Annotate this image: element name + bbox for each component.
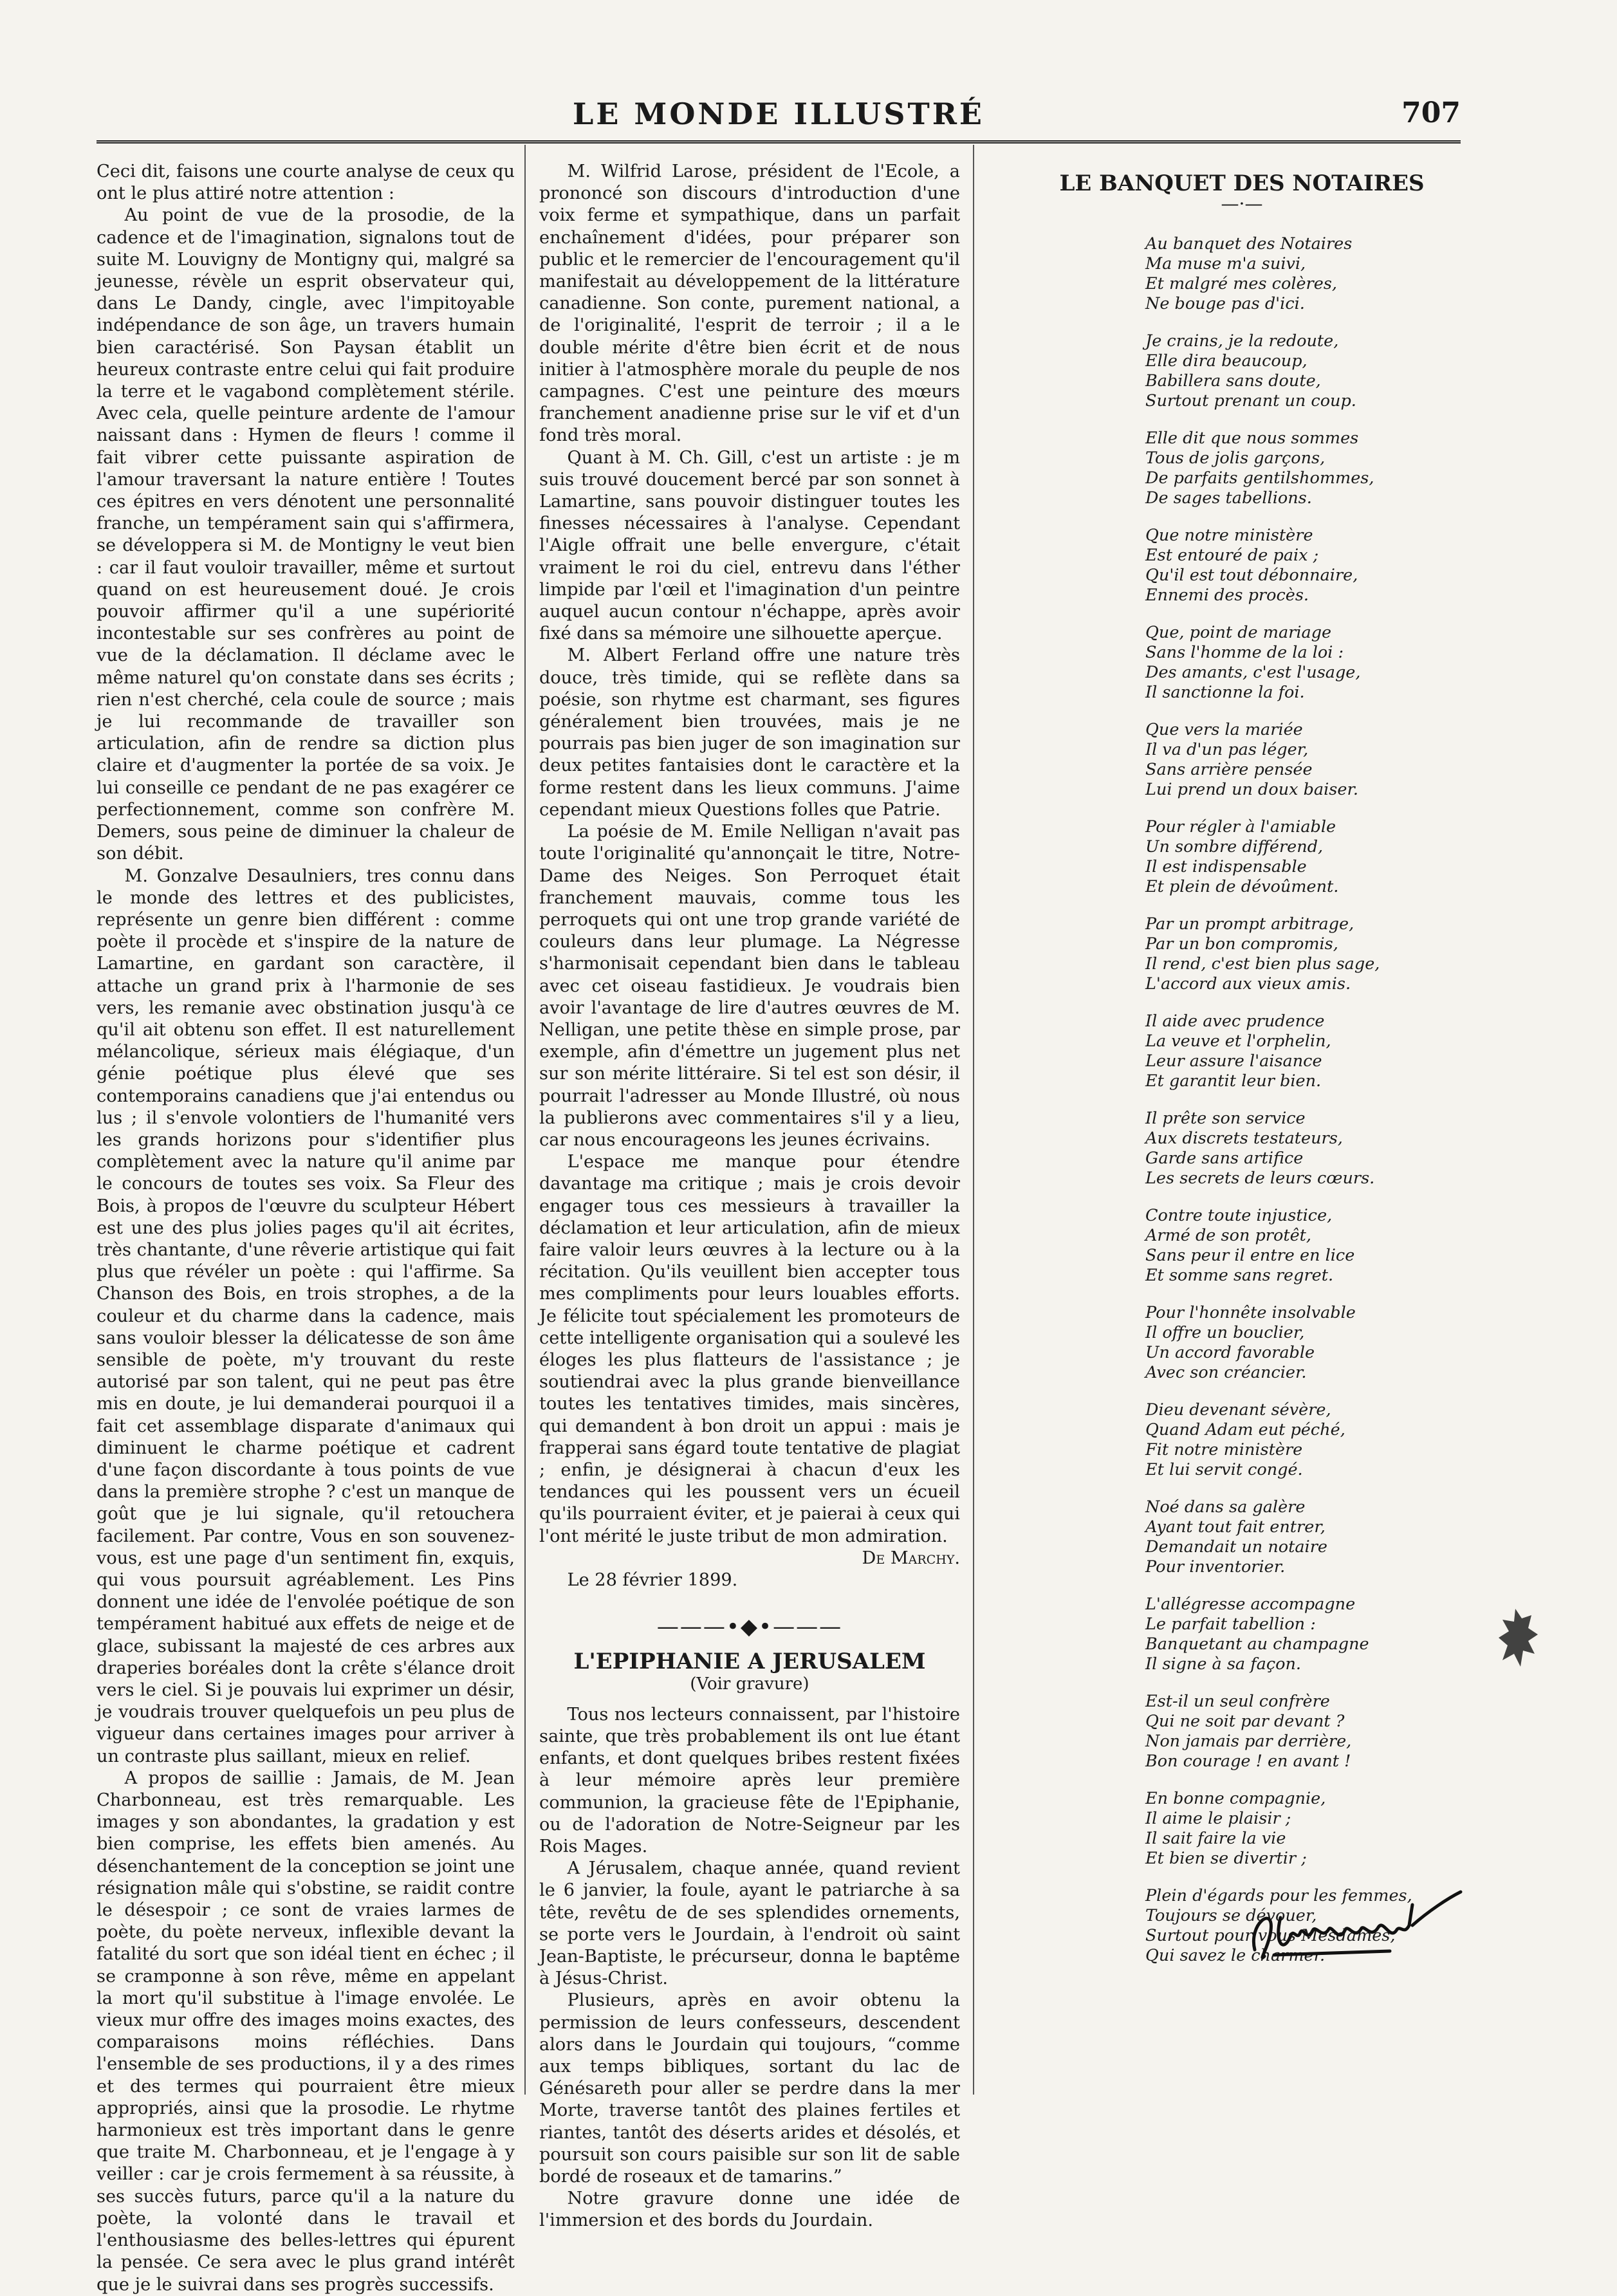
- poem-line: Je crains, je la redoute,: [1145, 331, 1339, 351]
- poem-line: En bonne compagnie,: [1145, 1789, 1326, 1809]
- poem-stanza: [1145, 234, 1467, 314]
- poem-line: La veuve et l'orphelin,: [1145, 1032, 1331, 1051]
- poem-separator: —·—: [1221, 193, 1263, 215]
- poem-line: Il sait faire la vie: [1145, 1829, 1286, 1849]
- poem: [1145, 234, 1467, 1966]
- poem-line: L'allégresse accompagne: [1145, 1595, 1356, 1615]
- poem-line: De parfaits gentilshommes,: [1145, 468, 1374, 488]
- poem-stanza: [1145, 1497, 1467, 1577]
- poem-line: Fit notre ministère: [1145, 1440, 1303, 1460]
- poem-line: Est-il un seul confrère: [1145, 1692, 1330, 1712]
- poem-line: Tous de jolis garçons,: [1145, 449, 1326, 468]
- running-title: LE MONDE ILLUSTRÉ: [573, 97, 984, 131]
- poem-line: Le parfait tabellion :: [1145, 1615, 1316, 1634]
- poem-stanza: [1145, 1789, 1467, 1869]
- poem-line: Et lui servit congé.: [1145, 1460, 1303, 1480]
- poem-line: Que vers la mariée: [1145, 720, 1303, 740]
- poem-line: Surtout pour vous Mesdames,: [1145, 1926, 1396, 1946]
- poem-line: Il aide avec prudence: [1145, 1012, 1325, 1032]
- poem-line: Pour régler à l'amiable: [1145, 817, 1336, 837]
- paragraph: A propos de saillie : Jamais, de M. Jean Charbonneau, est très remarquable. Les images y son abondantes, la gradation y est bien comprise, les effets bien amenés. Au désenchantement de la conception se joint une résignation mâle qui s'obstine, se raidit contre le désespoir ; ce sont de vraies larmes de poète, du poète nerveux, inflexible devant la fatalité du sort que son idéal tient en échec ; il se cramponne à son rêve, même en appelant la mort qu'il substitue à l'image envolée. Le vieux mur offre des images moins exactes, des comparaisons moins réfléchies. Dans l'ensemble de ses productions, il y a des rimes et des termes qui pourraient être mieux appropriés, ainsi que la prosodie. Le rhytme harmonieux est très important dans le genre que traite M. Charbonneau, et je l'engage à y veiller : car je crois fermement à sa réussite, à ses succès futurs, parce qu'il a la nature du poète, la volonté dans le travail et l'enthousiasme des belles-lettres qui épurent la pensée. Ce sera avec le plus grand intérêt que je le suivrai dans ses progrès successifs.: [97, 1768, 515, 2295]
- paragraph: Au point de vue de la prosodie, de la cadence et de l'imagination, signalons tout de suite M. Louvigny de Montigny qui, malgré sa jeunesse, révèle un esprit observateur qui, dans Le Dandy, cingle, avec l'impitoyable indépendance de son âge, un travers humain bien caractérisé. Son Paysan établit un heureux contraste entre celui qui fait produire la terre et le vagabond complètement stérile. Avec cela, quelle peinture ardente de l'amour naissant dans : Hymen de fleurs ! comme il fait vibrer cette puissante aspiration de l'amour traversant la nature entière ! Toutes ces épitres en vers dénotent une personnalité franche, un tempérament sain qui s'affirmera, se développera si M. de Montigny le veut bien : car il faut vouloir travailler, même et surtout quand on est heureusement doué. Je crois pouvoir affirmer qu'il a une supériorité incontestable sur ses confrères au point de vue de la déclamation. Il déclame avec le même naturel qu'on constate dans ses écrits ; rien n'est cherché, cela coule de source ; mais je lui recommande de travailler son articulation, afin de rendre sa diction plus claire et d'augmenter la portée de sa voix. Je lui conseille ce pendant de ne pas exagérer ce perfectionnement, comme son confrère M. Demers, sous peine de diminuer la chaleur de son débit.: [97, 205, 515, 864]
- poem-stanza: [1145, 331, 1467, 411]
- paragraph: Notre gravure donne une idée de l'immersion et des bords du Jourdain.: [539, 2189, 960, 2231]
- poem-line: Par un bon compromis,: [1145, 934, 1338, 954]
- poem-line: Et plein de dévoûment.: [1145, 877, 1339, 897]
- poem-line: Et garantit leur bien.: [1145, 1071, 1322, 1091]
- poem-line: Il sanctionne la foi.: [1145, 683, 1305, 703]
- poem-stanza: [1145, 1109, 1467, 1189]
- section-subtitle: (Voir gravure): [690, 1674, 809, 1694]
- poem-line: Pour inventorier.: [1145, 1557, 1286, 1577]
- poem-line: Plein d'égards pour les femmes,: [1145, 1886, 1412, 1906]
- column-1: [97, 161, 515, 2296]
- paragraph: Plusieurs, après en avoir obtenu la permission de leurs confesseurs, descendent alors dans le Jourdain qui toujours, “comme aux temps bibliques, sortant du lac de Génésareth pour aller se perdre dans la mer Morte, traverse tantôt des plaines fertiles et riantes, tantôt des déserts arides et désolés, et poursuit son cours paisible sur son lit de sable bordé de roseaux et de tamarins.”: [539, 1990, 960, 2187]
- poem-stanza: [1145, 1012, 1467, 1091]
- poem-line: Quand Adam eut péché,: [1145, 1420, 1345, 1440]
- poem-line: Un accord favorable: [1145, 1343, 1315, 1363]
- poem-line: L'accord aux vieux amis.: [1145, 974, 1351, 994]
- poem-line: Il rend, c'est bien plus sage,: [1145, 954, 1380, 974]
- poem-line: Sans l'homme de la loi :: [1145, 643, 1344, 663]
- poem-stanza: [1145, 429, 1467, 508]
- poem-line: Surtout prenant un coup.: [1145, 391, 1356, 411]
- poem-line: Et malgré mes colères,: [1145, 274, 1338, 294]
- poem-line: Que notre ministère: [1145, 526, 1313, 546]
- poem-line: Sans peur il entre en lice: [1145, 1246, 1355, 1266]
- poem-line: Il signe à sa façon.: [1145, 1654, 1302, 1674]
- autograph-signature: [1235, 1879, 1474, 1976]
- poem-stanza: [1145, 1692, 1467, 1772]
- poem-line: Dieu devenant sévère,: [1145, 1400, 1331, 1420]
- poem-line: Pour l'honnête insolvable: [1145, 1303, 1356, 1323]
- header-rule: [97, 140, 1461, 144]
- poem-line: Bon courage ! en avant !: [1145, 1752, 1351, 1772]
- poem-line: Par un prompt arbitrage,: [1145, 914, 1354, 934]
- poem-stanza: [1145, 526, 1467, 606]
- poem-line: Banquetant au champagne: [1145, 1634, 1369, 1654]
- section-ornament: ———•◆•———: [656, 1614, 843, 1640]
- column-rule-2: [973, 145, 974, 2095]
- poem-line: Noé dans sa galère: [1145, 1497, 1306, 1517]
- poem-stanza: [1145, 1400, 1467, 1480]
- poem-line: Des amants, c'est l'usage,: [1145, 663, 1361, 683]
- poem-line: Qu'il est tout débonnaire,: [1145, 566, 1358, 586]
- poem-line: Les secrets de leurs cœurs.: [1145, 1169, 1375, 1189]
- poem-line: Armé de son protêt,: [1145, 1226, 1312, 1246]
- poem-stanza: [1145, 1206, 1467, 1286]
- poem-stanza: [1145, 1595, 1467, 1674]
- poem-stanza: [1145, 817, 1467, 897]
- poem-line: Il aime le plaisir ;: [1145, 1809, 1291, 1829]
- paragraph: L'espace me manque pour étendre davantage ma critique ; mais je crois devoir engager tous ces messieurs à travailler la déclamation et leur articulation, afin de mieux faire valoir leurs œuvres à la lecture ou à la récitation. Qu'ils veuillent bien accepter tous mes compliments pour leurs louables efforts. Je félicite tout spécialement les promoteurs de cette intelligente organisation qui a soulevé les éloges les plus flatteurs de l'assistance ; je soutiendrai avec la plus grande bienveillance toutes les tentatives timides, mais sincères, qui demandent à bon droit un appui : mais je frapperai sans égard toute tentative de plagiat ; enfin, je désignerai à chacun d'eux les tendances qui les poussent vers un écueil qu'ils pourraient éviter, et je paierai à ceux qui l'ont mérité le juste tribut de mon admiration.: [539, 1152, 960, 1546]
- paragraph: Quant à M. Ch. Gill, c'est un artiste : je m suis trouvé doucement bercé par son sonnet à Lamartine, sans pouvoir distinguer toutes les finesses nécessaires à l'analyse. Cependant l'Aigle offrait une belle envergure, c'était vraiment le roi du ciel, entrevu dans l'éther limpide par l'œil et l'imagination d'un peintre auquel aucun contour n'échappe, après avoir fixé dans sa mémoire une silhouette aperçue.: [539, 447, 960, 644]
- poem-stanza: [1145, 623, 1467, 703]
- poem-line: Non jamais par derrière,: [1145, 1732, 1352, 1752]
- poem-line: Qui savez le charmer.: [1145, 1946, 1326, 1966]
- paragraph: Ceci dit, faisons une courte analyse de ceux qu ont le plus attiré notre attention :: [97, 162, 515, 204]
- poem-line: Babillera sans doute,: [1145, 371, 1321, 391]
- page-number: 707: [1401, 97, 1461, 129]
- column-3: [1017, 161, 1467, 1983]
- poem-line: Sans arrière pensée: [1145, 760, 1313, 780]
- poem-line: Demandait un notaire: [1145, 1537, 1327, 1557]
- poem-line: Il offre un bouclier,: [1145, 1323, 1305, 1343]
- paragraph: A Jérusalem, chaque année, quand revient le 6 janvier, la foule, ayant le patriarche à sa tête, revêtu de de ses splendides ornements, se porte vers le Jourdain, à l'endroit où saint Jean-Baptiste, le précurseur, donna le baptême à Jésus-Christ.: [539, 1858, 960, 1989]
- section-title: L'EPIPHANIE A JERUSALEM: [573, 1649, 926, 1675]
- poem-line: Ayant tout fait entrer,: [1145, 1517, 1326, 1537]
- paragraph: Tous nos lecteurs connaissent, par l'histoire sainte, que très probablement ils ont lue étant enfants, et dont quelques bribes restent fixées à leur mémoire après leur première communion, la gracieuse fête de l'Epiphanie, ou de l'adoration de Notre-Seigneur par les Rois Mages.: [539, 1704, 960, 1857]
- column-rule-1: [524, 145, 526, 2095]
- poem-title: LE BANQUET DES NOTAIRES: [1059, 171, 1425, 196]
- poem-stanza: [1145, 1303, 1467, 1383]
- paragraph: M. Albert Ferland offre une nature très douce, très timide, qui se reflète dans sa poésie, son rhytme est charmant, ses figures généralement bien trouvées, mais je ne pourrais pas bien juger de son imagination sur deux petites fantaisies dont le caractère et la forme restent dans les lieux communs. J'aime cependant mieux Questions folles que Patrie.: [539, 645, 960, 820]
- poem-line: Et somme sans regret.: [1145, 1266, 1334, 1286]
- poem-line: Il prête son service: [1145, 1109, 1306, 1129]
- poem-line: Elle dira beaucoup,: [1145, 351, 1307, 371]
- poem-line: Garde sans artifice: [1145, 1149, 1304, 1169]
- poem-stanza: [1145, 720, 1467, 800]
- poem-line: Aux discrets testateurs,: [1145, 1129, 1343, 1149]
- poem-line: Lui prend un doux baiser.: [1145, 780, 1358, 800]
- poem-line: Un sombre différend,: [1145, 837, 1324, 857]
- poem-line: Au banquet des Notaires: [1145, 234, 1353, 254]
- author-signature: De Marchy.: [862, 1548, 960, 1568]
- poem-line: Ne bouge pas d'ici.: [1145, 294, 1305, 314]
- poem-line: Et bien se divertir ;: [1145, 1849, 1307, 1869]
- column-2: [539, 161, 960, 2232]
- article-date: Le 28 février 1899.: [567, 1570, 738, 1590]
- poem-line: De sages tabellions.: [1145, 488, 1312, 508]
- ink-blot-mark: [1496, 1606, 1541, 1676]
- poem-line: Leur assure l'aisance: [1145, 1051, 1322, 1071]
- poem-line: Est entouré de paix ;: [1145, 546, 1319, 566]
- poem-line: Ennemi des procès.: [1145, 586, 1309, 606]
- poem-line: Elle dit que nous sommes: [1145, 429, 1359, 449]
- poem-stanza: [1145, 914, 1467, 994]
- poem-line: Contre toute injustice,: [1145, 1206, 1333, 1226]
- poem-line: Qui ne soit par devant ?: [1145, 1712, 1345, 1732]
- paragraph: La poésie de M. Emile Nelligan n'avait pas toute l'originalité qu'annonçait le titre, Notre-Dame des Neiges. Son Perroquet était franchement mauvais, comme tous les perroquets qui ont une trop grande variété de couleurs dans leur plumage. La Négresse s'harmonisait cependant bien dans le tableau avec cet oiseau fastidieux. Je voudrais bien avoir l'avantage de lire d'autres œuvres de M. Nelligan, une petite thèse en simple prose, par exemple, afin d'émettre un jugement plus net sur son mérite littéraire. Si tel est son désir, il pourrait l'adresser au Monde Illustré, où nous la publierons avec commentaires s'il y a lieu, car nous encourageons les jeunes écrivains.: [539, 822, 960, 1150]
- paragraph: M. Gonzalve Desaulniers, tres connu dans le monde des lettres et des publicistes, représente un genre bien différent : comme poète il procède et s'inspire de la nature de Lamartine, en gardant son caractère, il attache un grand prix à l'harmonie de ses vers, les remanie avec obstination jusqu'à ce qu'il ait obtenu son effet. Il est naturellement mélancolique, sérieux mais élégiaque, d'un génie poétique plus élevé que ses contemporains canadiens que j'ai entendus ou lus ; il s'envole volontiers de l'humanité vers les grands horizons pour s'identifier plus complètement avec la nature qu'il anime par le concours de toutes ses voix. Sa Fleur des Bois, à propos de l'œuvre du sculpteur Hébert est une des plus jolies pages qu'il ait écrites, très chantante, d'une rêverie artistique qui fait plus que révéler un poète : qui l'affirme. Sa Chanson des Bois, en trois strophes, a de la couleur et du charme dans la cadence, mais sans vouloir blesser la délicatesse de son âme sensible de poète, m'y trouvant du reste autorisé par son talent, qui ne peut pas être mis en doute, je lui demanderai pourquoi il a fait cet assemblage disparate d'animaux qui diminuent le charme poétique et cadrent d'une façon discordante à tous points de vue dans la première strophe ? c'est un manque de goût que je lui signale, qu'il retouchera facilement. Par contre, Vous en son souvenez-vous, est une page d'un sentiment fin, exquis, qui vous poursuit agréablement. Les Pins donnent une idée de l'envolée poétique de son tempérament habitué aux effets de neige et de glace, subissant la majesté de ces arbres aux draperies boréales dont la crête s'élance droit vers le ciel. Si je pouvais lui exprimer un désir, je voudrais trouver quelquefois un peu plus de vigueur dans certaines images pour arriver à un contraste plus saillant, mieux en relief.: [97, 866, 515, 1766]
- poem-line: Il va d'un pas léger,: [1145, 740, 1309, 760]
- poem-line: Que, point de mariage: [1145, 623, 1332, 643]
- poem-line: Avec son créancier.: [1145, 1363, 1307, 1383]
- paragraph: M. Wilfrid Larose, président de l'Ecole, a prononcé son discours d'introduction d'une voix ferme et sympathique, dans un parfait enchaînement d'idées, pour préparer son public et le remercier de l'encouragement qu'il manifestait au développement de la littérature canadienne. Son conte, purement national, a de l'originalité, l'esprit de terroir ; il a le double mérite d'être bien écrit et de nous initier à l'atmosphère morale du peuple de nos campagnes. C'est une peinture des mœurs franchement anadienne prise sur le vif et d'un fond très moral.: [539, 162, 960, 446]
- poem-line: Il est indispensable: [1145, 857, 1307, 877]
- poem-line: Toujours se dévouer,: [1145, 1906, 1317, 1926]
- poem-line: Ma muse m'a suivi,: [1145, 254, 1306, 274]
